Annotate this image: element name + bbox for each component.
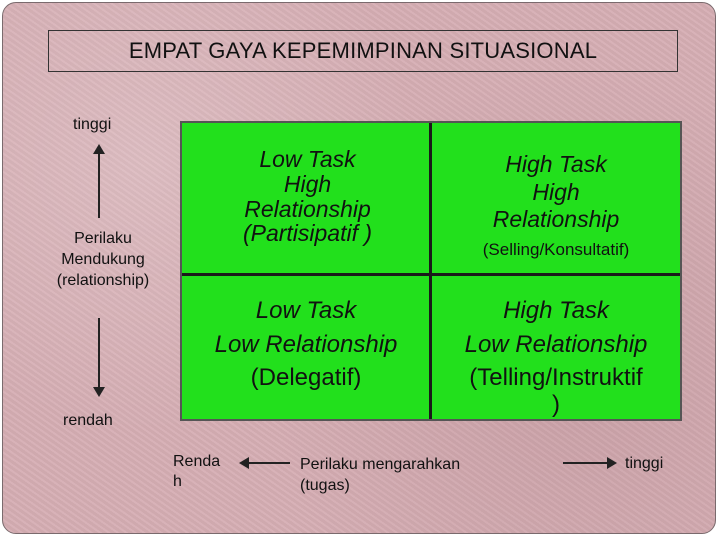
quadrant-top-left — [190, 147, 425, 246]
x-axis-label-line1: Perilaku mengarahkan — [300, 456, 461, 473]
quadrant-bottom-left-line2: Low Relationship — [214, 330, 398, 358]
quadrant-bottom-right-line2: Low Relationship — [464, 330, 648, 358]
x-axis-right-label: tinggi — [625, 455, 664, 472]
x-axis-left-label — [173, 452, 220, 492]
slide-title — [48, 30, 678, 72]
quadrant-bottom-right-line4: ) — [552, 390, 560, 418]
x-axis-arrow-right — [563, 462, 608, 464]
quadrant-bottom-right-line1: High Task — [503, 297, 609, 324]
quadrant-bottom-right-line3: (Telling/Instruktif — [469, 364, 643, 392]
quadrant-top-left-line3: Relationship — [244, 195, 371, 222]
slide-background — [2, 2, 716, 534]
quadrant-bottom-left-line1: Low Task — [255, 297, 357, 324]
y-axis-arrow-down — [98, 318, 100, 388]
quadrant-top-right-line4: (Selling/Konsultatif) — [482, 239, 630, 259]
x-axis-arrow-left — [248, 462, 290, 464]
x-axis-label — [300, 455, 460, 497]
quadrant-top-right-line1: High Task — [505, 151, 607, 177]
quadrant-top-left-line2: High — [283, 170, 332, 197]
quadrant-bottom-left-line3: (Delegatif) — [250, 364, 362, 392]
x-axis-label-line2: (tugas) — [300, 476, 350, 494]
grid-divider-horizontal — [182, 273, 680, 276]
quadrant-top-right — [434, 151, 678, 260]
quadrant-top-left-line1: Low Task — [259, 146, 356, 172]
quadrant-top-left-line4: (Partisipatif ) — [242, 220, 373, 247]
quadrant-grid — [180, 121, 682, 421]
quadrant-bottom-right — [431, 294, 681, 418]
y-axis-label-line3: (relationship) — [56, 271, 150, 289]
quadrant-top-right-line3: Relationship — [492, 206, 620, 233]
y-axis-arrow-up — [98, 153, 100, 218]
y-axis-top-label: tinggi — [73, 116, 112, 133]
y-axis-label-line1: Perilaku — [74, 230, 132, 247]
x-axis-left-label-line1: Renda — [173, 453, 221, 470]
quadrant-top-right-line2: High — [532, 178, 580, 205]
x-axis-left-label-line2: h — [173, 473, 182, 490]
y-axis-label — [33, 229, 173, 291]
title-text: EMPAT GAYA KEPEMIMPINAN SITUASIONAL — [128, 38, 598, 63]
quadrant-bottom-left — [176, 294, 436, 395]
y-axis-bottom-label: rendah — [63, 412, 113, 429]
y-axis-label-line2: Mendukung — [61, 250, 145, 268]
